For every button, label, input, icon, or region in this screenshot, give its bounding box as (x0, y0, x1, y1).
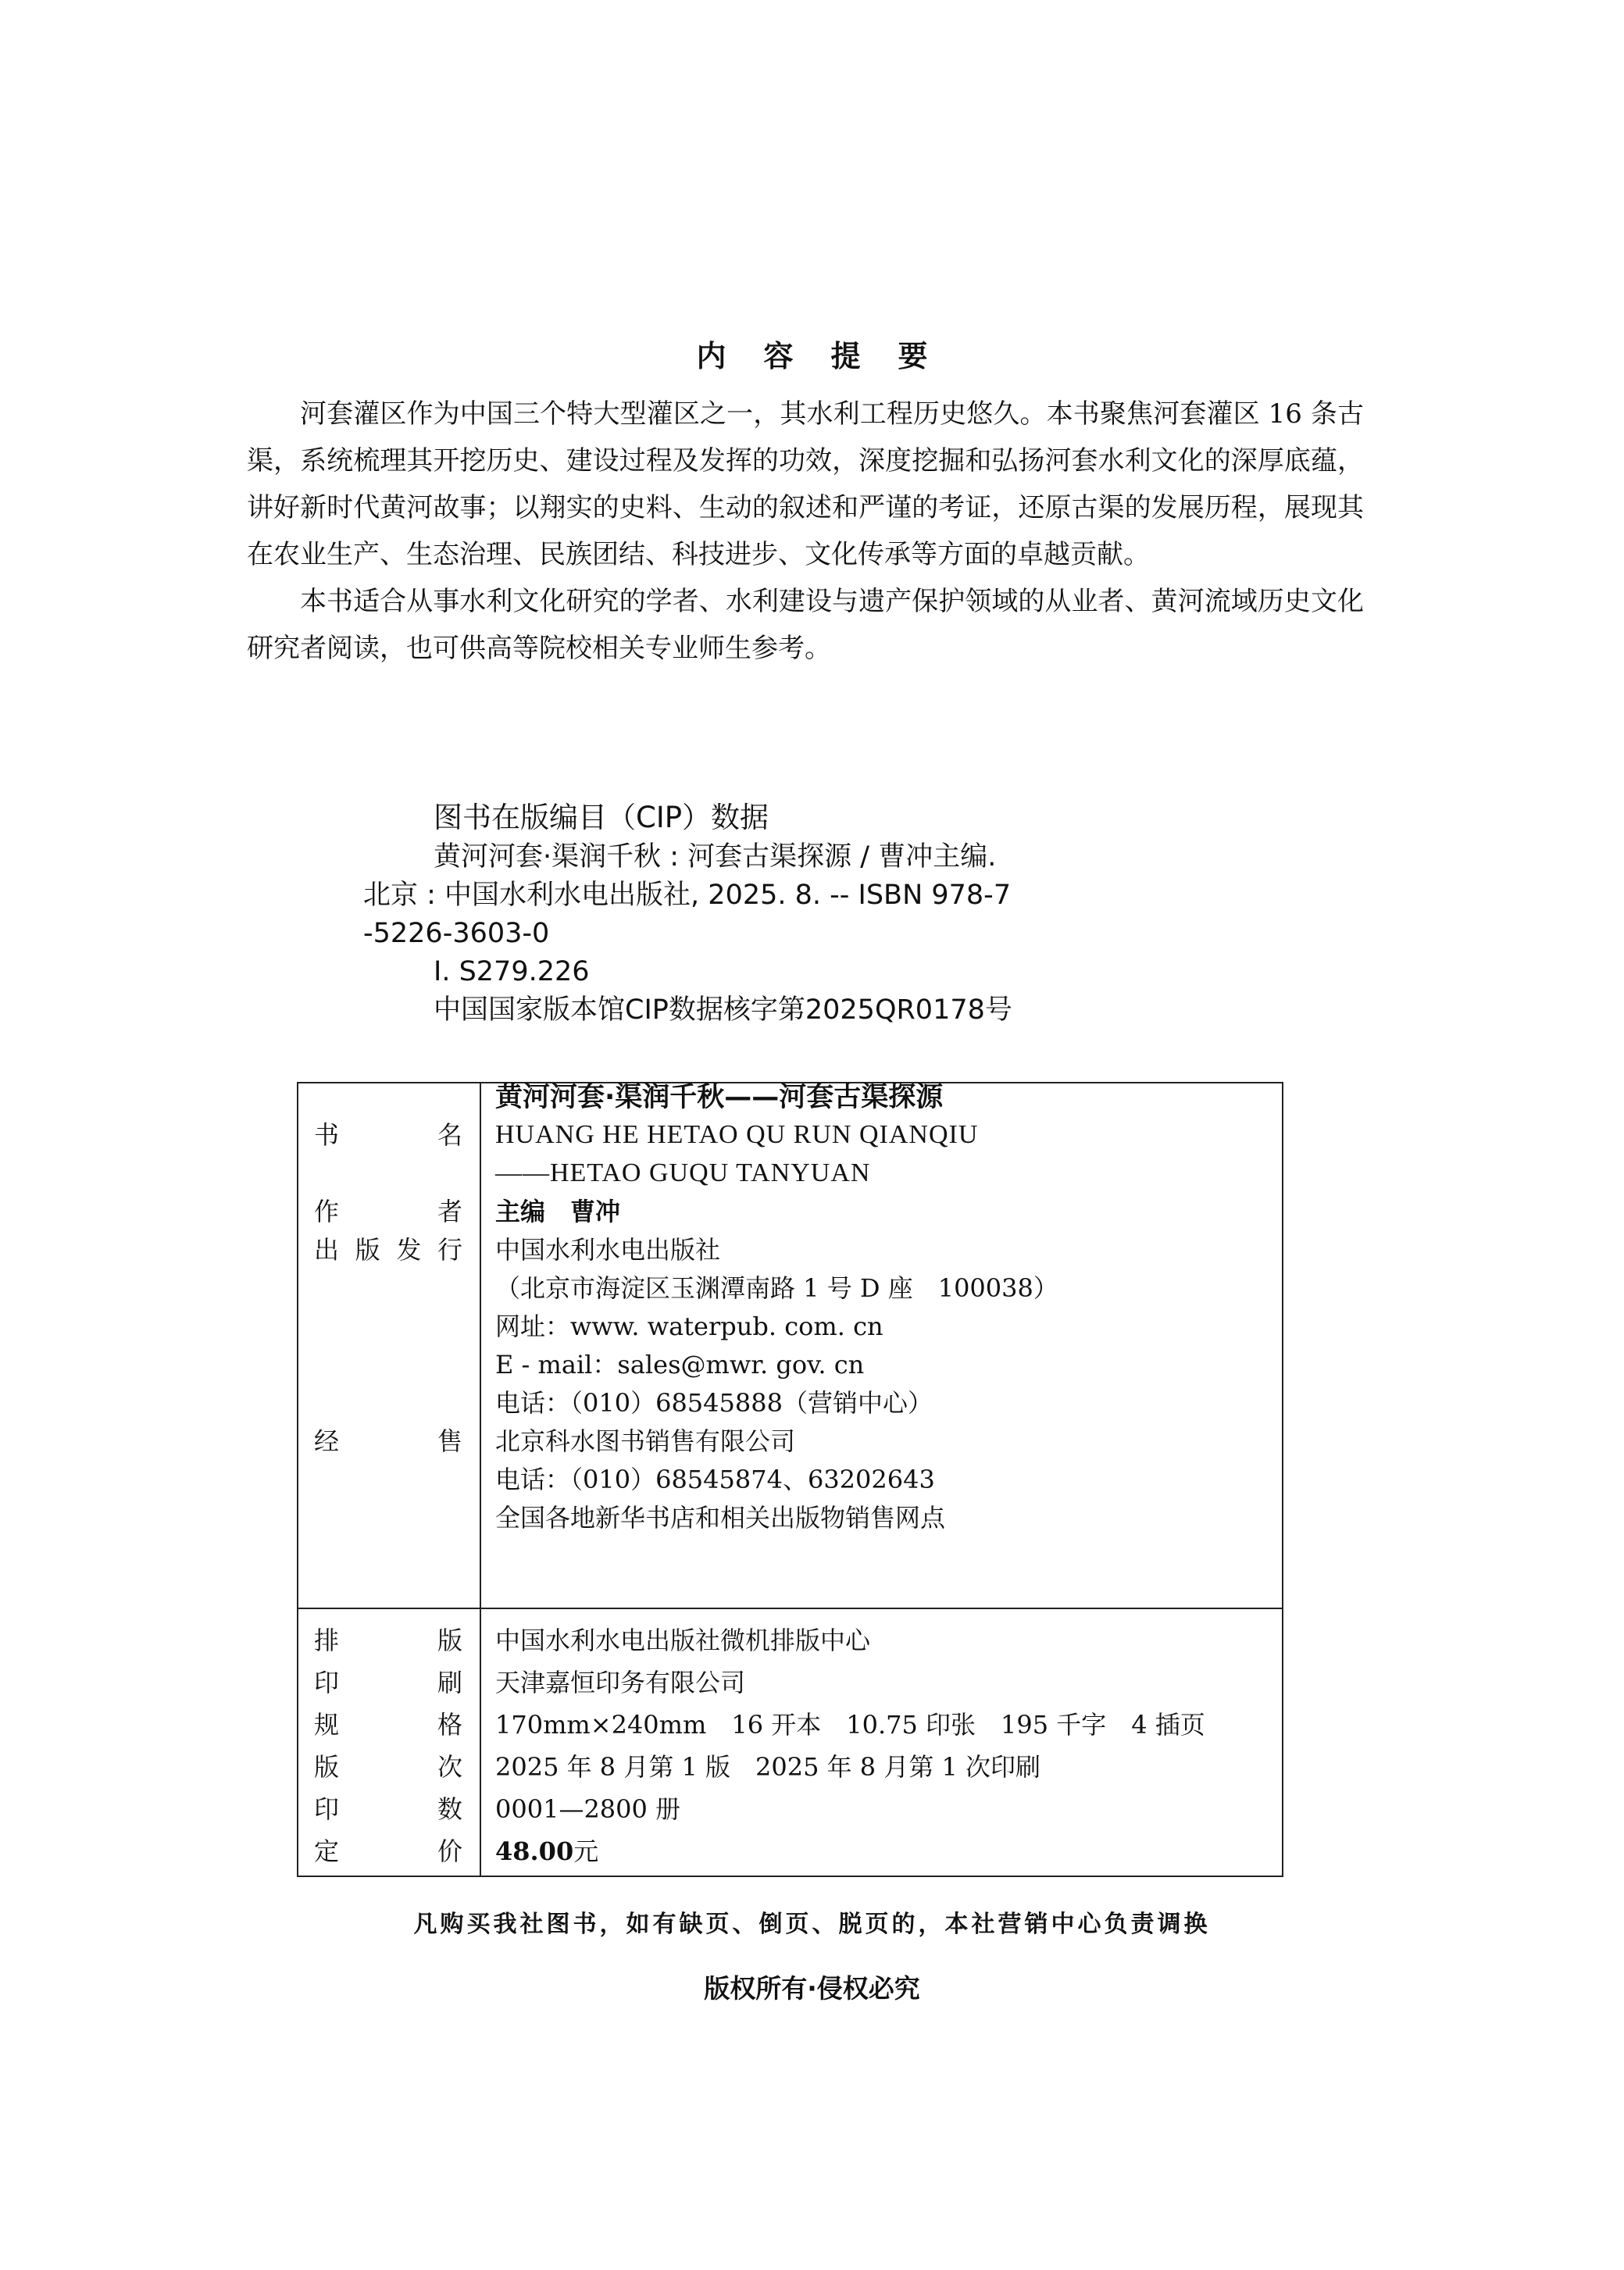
publisher-label (314, 1234, 462, 1265)
price-unit: 元 (573, 1836, 599, 1866)
label-char: 排 (314, 1626, 340, 1655)
printing-label (314, 1667, 462, 1698)
label-char: 版 (314, 1752, 340, 1782)
book-title-en-line1: HUANG HE HETAO QU RUN QIANQIU (495, 1120, 979, 1149)
label-char: 次 (437, 1752, 462, 1782)
summary-paragraph: 河套灌区作为中国三个特大型灌区之一，其水利工程历史悠久。本书聚焦河套灌区 16 条古渠，系统梳理其开挖历史、建设过程及发挥的功效，深度挖掘和弘扬河套水利文化的深厚底蕴，讲好新时代黄河故事；以翔实的史料、生动的叙述和严谨的考证，还原古渠的发展历程，展现其在农业生产、生态治理、民族团结、科技进步、文化传承等方面的卓越贡献。 (247, 398, 1364, 570)
distributor-name: 北京科水图书销售有限公司 (495, 1426, 796, 1456)
return-notice: 凡购买我社图书，如有缺页、倒页、脱页的，本社营销中心负责调换 (413, 1911, 1211, 1938)
label-char: 售 (437, 1426, 462, 1456)
typesetting-label (314, 1625, 462, 1656)
label-char: 规 (314, 1710, 340, 1740)
print-run-value: 0001—2800 册 (495, 1794, 681, 1824)
summary-title: 内容提要 (696, 339, 965, 373)
cip-line: 北京 : 中国水利水电出版社, 2025. 8. -- ISBN 978-7 (363, 880, 1012, 911)
price-label (314, 1836, 462, 1867)
table-divider (480, 1083, 481, 1608)
typesetting-value: 中国水利水电出版社微机排版中心 (495, 1626, 871, 1655)
cip-line: -5226-3603-0 (363, 918, 550, 949)
distributor-phone: 电话：（010）68545874、63202643 (495, 1465, 935, 1494)
publisher-address: （北京市海淀区玉渊潭南路 1 号 D 座 100038） (495, 1273, 1058, 1303)
label-char: 印 (314, 1794, 340, 1824)
label-char: 印 (314, 1668, 340, 1697)
distributor-outlets: 全国各地新华书店和相关出版物销售网点 (495, 1503, 946, 1533)
copyright-notice: 版权所有·侵权必究 (704, 1973, 920, 2004)
book-title-label (314, 1119, 462, 1151)
publisher-website: 网址：www. waterpub. com. cn (495, 1312, 883, 1341)
label-char: 作 (314, 1197, 340, 1226)
label-char: 出 (314, 1235, 340, 1265)
summary-body (247, 391, 1364, 672)
cip-line: 黄河河套·渠润千秋 : 河套古渠探源 / 曹冲主编. (434, 841, 997, 873)
cip-line: Ⅰ. S279.226 (434, 956, 590, 987)
author-value: 主编 曹冲 (495, 1197, 621, 1226)
label-char: 发 (396, 1235, 422, 1265)
publisher-email: E - mail：sales@mwr. gov. cn (495, 1350, 865, 1379)
colophon-table-production (297, 1608, 1283, 1877)
author-label (314, 1196, 462, 1227)
printing-value: 天津嘉恒印务有限公司 (495, 1668, 746, 1697)
edition-value: 2025 年 8 月第 1 版 2025 年 8 月第 1 次印刷 (495, 1752, 1041, 1782)
label-char: 刷 (437, 1668, 462, 1697)
cip-title: 图书在版编目（CIP）数据 (434, 801, 769, 834)
table-divider (480, 1609, 481, 1876)
label-char: 版 (437, 1626, 462, 1655)
spec-label (314, 1709, 462, 1740)
label-char: 书 (314, 1120, 340, 1150)
spec-value: 170mm×240mm 16 开本 10.75 印张 195 千字 4 插页 (495, 1710, 1205, 1740)
label-char: 定 (314, 1836, 340, 1866)
cip-line: 中国国家版本馆CIP数据核字第2025QR0178号 (434, 994, 1012, 1026)
publisher-phone: 电话：（010）68545888（营销中心） (495, 1388, 933, 1418)
summary-paragraph: 本书适合从事水利文化研究的学者、水利建设与遗产保护领域的从业者、黄河流域历史文化研究者阅读，也可供高等院校相关专业师生参考。 (247, 586, 1364, 664)
publisher-name: 中国水利水电出版社 (495, 1235, 721, 1265)
label-char: 格 (437, 1710, 462, 1740)
label-char: 者 (437, 1197, 462, 1226)
label-char: 经 (314, 1426, 340, 1456)
book-title-cn: 黄河河套·渠润千秋——河套古渠探源 (495, 1082, 944, 1113)
price (495, 1836, 598, 1867)
book-title-en-line2: ——HETAO GUQU TANYUAN (495, 1158, 871, 1187)
edition-label (314, 1751, 462, 1783)
label-char: 行 (437, 1235, 462, 1265)
label-char: 版 (355, 1235, 380, 1265)
colophon-table-main (297, 1082, 1283, 1609)
label-char: 名 (437, 1120, 462, 1150)
print-run-label (314, 1794, 462, 1825)
distributor-label (314, 1426, 462, 1457)
label-char: 价 (437, 1836, 462, 1866)
price-value: 48.00 (495, 1836, 574, 1866)
label-char: 数 (437, 1794, 462, 1824)
